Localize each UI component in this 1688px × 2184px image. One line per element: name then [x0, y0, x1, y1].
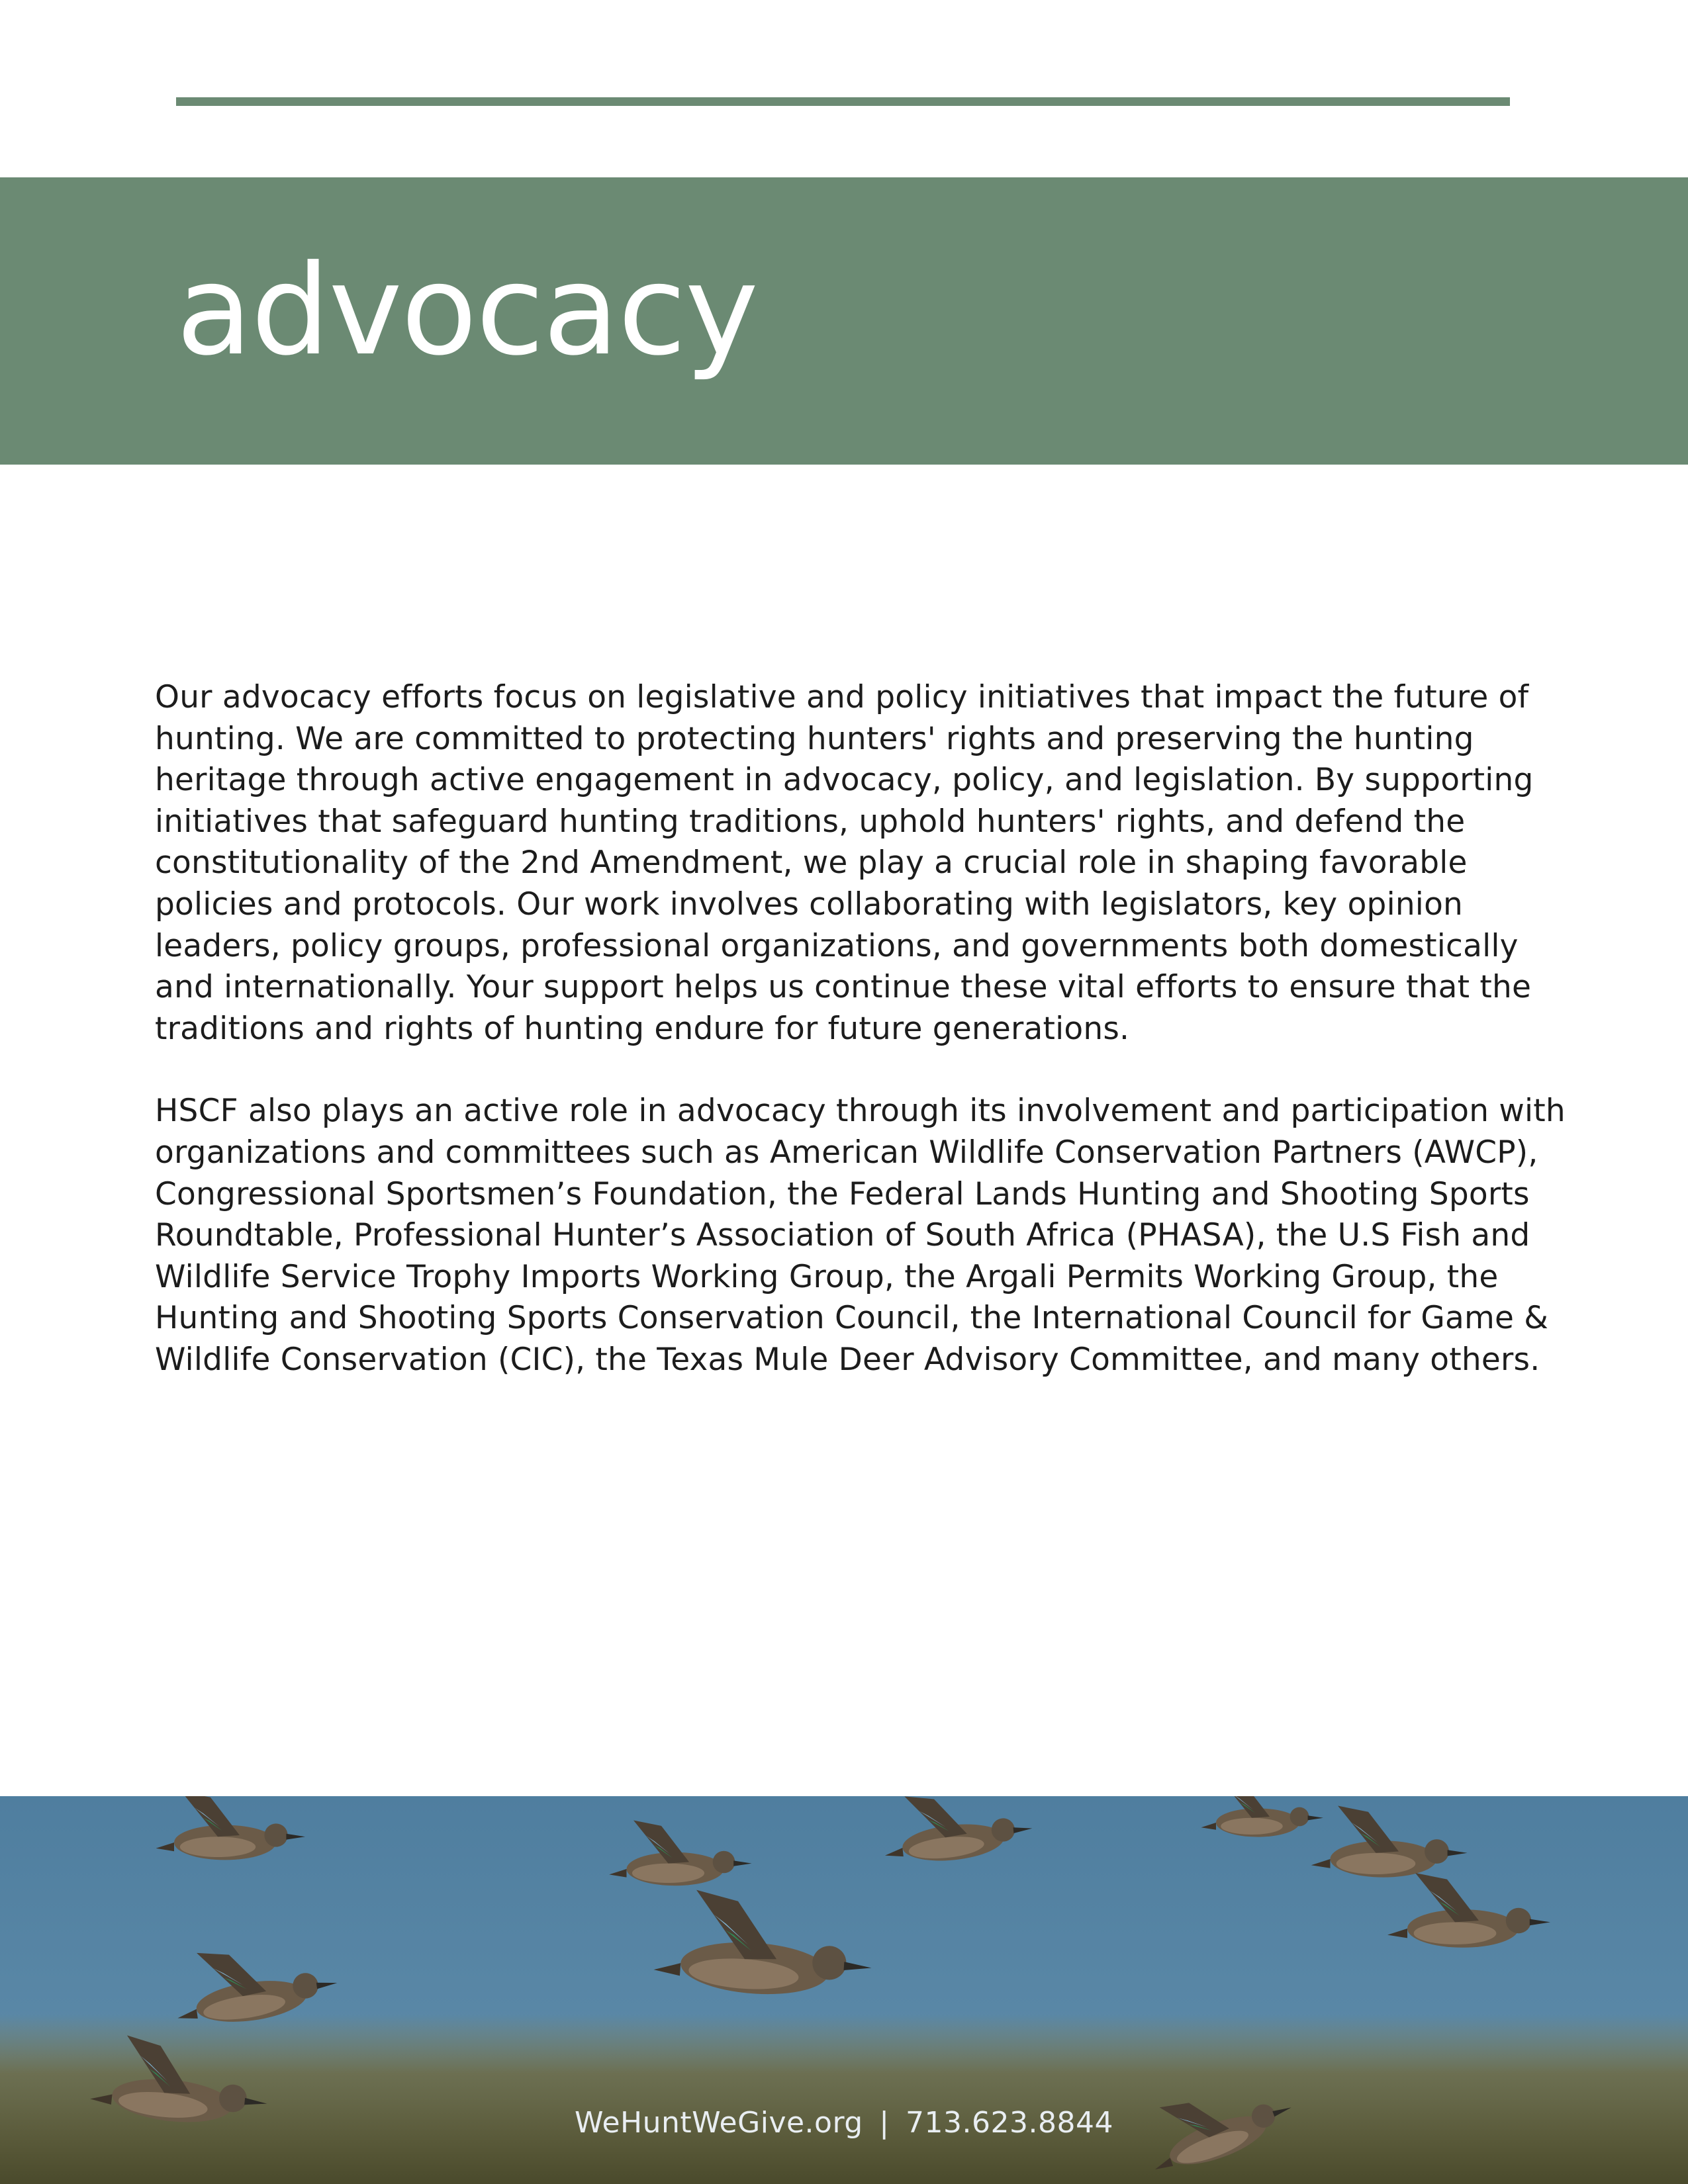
body-text — [155, 677, 1578, 1422]
footer-contact — [0, 2103, 1688, 2143]
footer-website[interactable]: WeHuntWeGive.org — [575, 2106, 863, 2140]
paragraph-hscf-involvement: HSCF also plays an active role in advocacy through its involvement and participation with organizations and committees such as American Wildlife Conservation Partners (AWCP), Congressional Sportsmen’s Foundation, the Federal Lands Hunting and Shooting Sports Roundtable, Professional Hunter’s Association of South Africa (PHASA), the U.S Fish and Wildlife Service Trophy Imports Working Group, the Argali Permits Working Group, the Hunting and Shooting Sports Conservation Council, the International Council for Game & Wildlife Conservation (CIC), the Texas Mule Deer Advisory Committee, and many others. — [155, 1093, 1566, 1378]
paragraph-advocacy-efforts: Our advocacy efforts focus on legislative and policy initiatives that impact the future of hunting. We are committed to protecting hunters' rights and preserving the hunting heritage through active engagement in advocacy, policy, and legislation. By supporting initiatives that safeguard hunting traditions, uphold hunters' rights, and defend the constitutionality of the 2nd Amendment, we play a crucial role in shaping favorable policies and protocols. Our work involves collaborating with legislators, key opinion leaders, policy groups, professional organizations, and governments both domestically and internationally. Your support helps us continue these vital efforts to ensure that the traditions and rights of hunting endure for future generations. — [155, 679, 1534, 1047]
footer-separator: | — [879, 2106, 890, 2140]
top-rule — [176, 97, 1510, 106]
footer-phone: 713.623.8844 — [906, 2106, 1113, 2140]
page-title: advocacy — [176, 238, 758, 383]
title-band — [0, 177, 1688, 465]
